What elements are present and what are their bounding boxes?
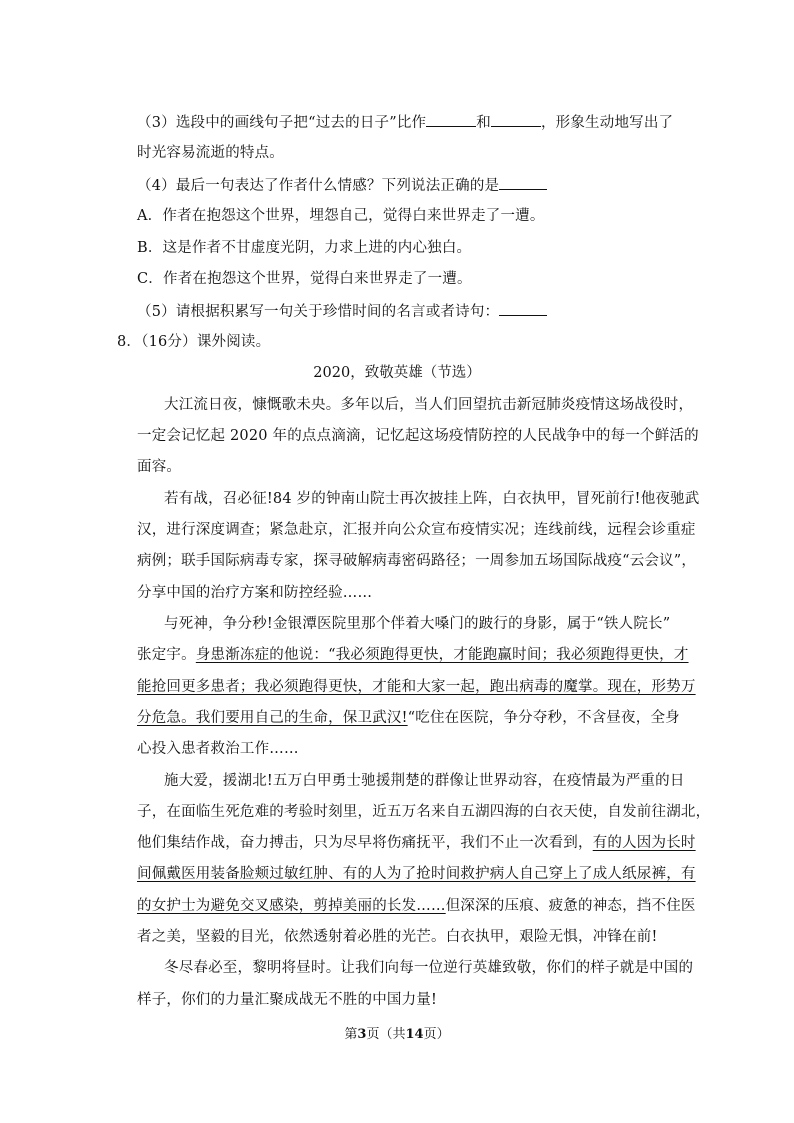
total-pages: 14 — [405, 1027, 424, 1042]
page-number: 3 — [357, 1027, 367, 1042]
paragraph-4-line-4 — [137, 864, 696, 884]
question-3-line-2: 时光容易流逝的特点。 — [137, 145, 284, 161]
paragraph-4-line-6: 者之美，坚毅的目光，依然透射着必胜的光芒。白衣执甲，艰险无惧，冲锋在前! — [137, 929, 658, 945]
question-4-option-a: A．作者在抱怨这个世界，埋怨自己，觉得白来世界走了一遭。 — [137, 208, 545, 224]
paragraph-3-line-5: 心投入患者救治工作…… — [137, 741, 299, 757]
paragraph-4-text: 但深深的压痕、疲惫的神态，挡不住医 — [445, 898, 696, 914]
paragraph-4-text: 他们集结作战，奋力搏击，只为尽早将伤痛抚平，我们不止一次看到， — [137, 835, 593, 851]
underlined-sentence: 分危急。我们要用自己的生命，保卫武汉! — [137, 710, 408, 726]
question-3-line-1 — [137, 112, 673, 133]
question-5-text: （5）请根据积累写一句关于珍惜时间的名言或者诗句： — [137, 304, 500, 320]
question-4-text: （4）最后一句表达了作者什么情感？下列说法正确的是 — [137, 178, 500, 194]
paragraph-3-line-4 — [137, 708, 680, 728]
question-4-option-c: C．作者在抱怨这个世界，觉得白来世界走了一遭。 — [137, 271, 472, 287]
answer-blank-1 — [426, 112, 476, 127]
paragraph-3-line-1: 与死神，争分秒!金银潭医院里那个伴着大嗓门的跛行的身影，属于“铁人院长” — [164, 616, 671, 632]
paragraph-1-line-3: 面容。 — [137, 459, 182, 475]
paragraph-2-line-2: 汉，进行深度调查；紧急赴京，汇报并向公众宣布疫情实况；连线前线，远程会诊重症 — [137, 522, 696, 538]
paragraph-3-text: 张定宇。 — [137, 647, 196, 663]
question-5-stem — [137, 301, 547, 322]
question-3-text: （3）选段中的画线句子把“过去的日子”比作 — [137, 115, 427, 131]
paragraph-1-line-1: 大江流日夜，慷慨歌未央。多年以后，当人们回望抗击新冠肺炎疫情这场战役时， — [164, 397, 694, 413]
paragraph-5-line-1: 冬尽春必至，黎明将昼时。让我们向每一位逆行英雄致敬，你们的样子就是中国的 — [164, 960, 694, 976]
underlined-sentence: 能抢回更多患者；我必须跑得更快，才能和大家一起，跑出病毒的魔掌。现在，形势万 — [137, 679, 696, 695]
underlined-sentence: 有的人因为长时 — [592, 835, 696, 851]
passage-title: 2020，致敬英雄（节选） — [313, 365, 481, 381]
paragraph-1-line-2: 一定会记忆起 2020 年的点点滴滴，记忆起这场疫情防控的人民战争中的每一个鲜活的 — [137, 428, 699, 444]
question-3-connector: 和 — [476, 115, 491, 131]
paragraph-3-text: “吃住在医院，争分夺秒，不含昼夜，全身 — [407, 710, 680, 726]
paragraph-2-line-3: 病例；联手国际病毒专家，探寻破解病毒密码路径；一周参加五场国际战疫“云会议”， — [137, 553, 697, 569]
answer-blank-3 — [499, 175, 547, 190]
underlined-sentence: 间佩戴医用装备脸颊过敏红肿、有的人为了抢时间救护病人自己穿上了成人纸尿裤，有 — [137, 866, 696, 882]
footer-middle: 页（共 — [366, 1027, 406, 1042]
question-4-option-b: B．这是作者不甘虚度光阴，力求上进的内心独白。 — [137, 240, 472, 256]
paragraph-2-line-1: 若有战，召必征!84 岁的钟南山院士再次披挂上阵，白衣执甲，冒死前行!他夜驰武 — [164, 491, 700, 507]
paragraph-3-line-2 — [137, 645, 689, 665]
paragraph-4-line-5 — [137, 896, 696, 916]
paragraph-3-line-3 — [137, 677, 696, 697]
question-3-text-end: ，形象生动地写出了 — [540, 115, 674, 131]
question-4-stem — [137, 175, 547, 196]
paragraph-5-line-2: 样子，你们的力量汇聚成战无不胜的中国力量! — [137, 992, 438, 1008]
underlined-sentence: 的女护士为避免交叉感染，剪掉美丽的长发…… — [137, 898, 446, 914]
answer-blank-4 — [499, 301, 547, 316]
footer-prefix: 第 — [344, 1027, 358, 1042]
paragraph-4-line-2: 子，在面临生死危难的考验时刻里，近五万名来自五湖四海的白衣天使，自发前往湖北， — [137, 804, 711, 820]
page-footer — [0, 1026, 794, 1044]
answer-blank-2 — [491, 112, 541, 127]
question-8-stem: 8．（16分）课外阅读。 — [117, 334, 271, 350]
underlined-sentence: 身患渐冻症的他说：“我必须跑得更快，才能跑赢时间；我必须跑得更快，才 — [195, 647, 689, 663]
paragraph-4-line-3 — [137, 833, 696, 853]
footer-suffix: 页） — [423, 1027, 450, 1042]
paragraph-4-line-1: 施大爱，援湖北!五万白甲勇士驰援荆楚的群像让世界动容，在疫情最为严重的日 — [164, 773, 685, 789]
paragraph-2-line-4: 分享中国的治疗方案和防控经验…… — [137, 585, 373, 601]
